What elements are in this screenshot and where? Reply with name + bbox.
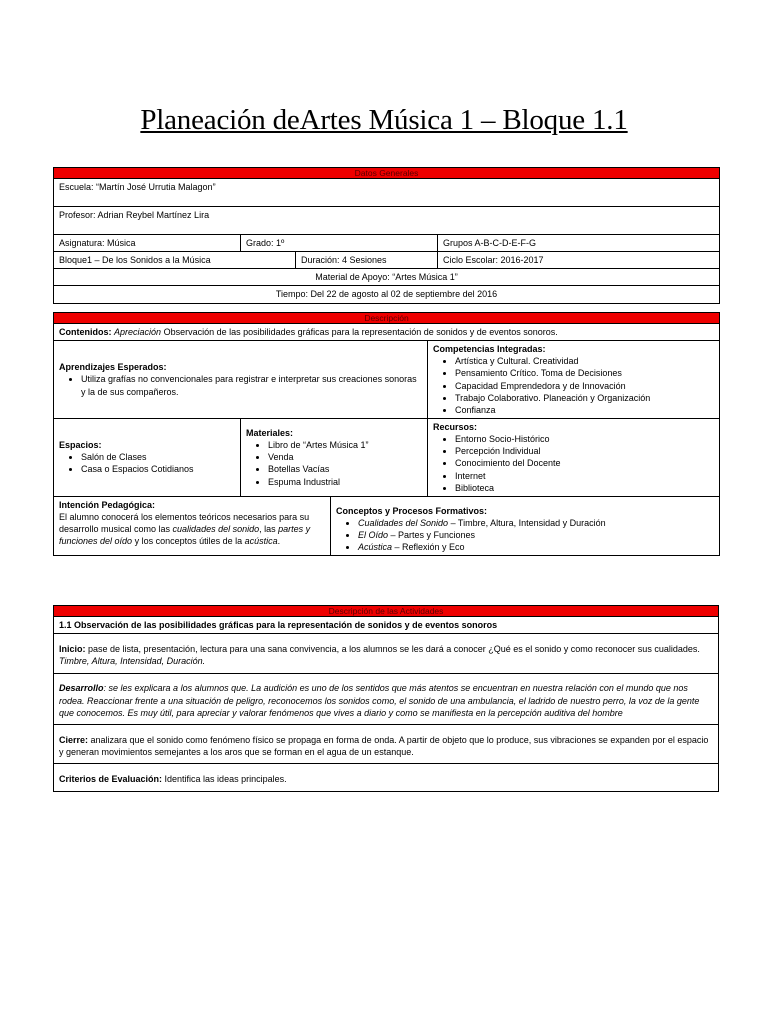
actividades-header: Descripción de las Actividades bbox=[54, 606, 719, 617]
descripcion-table bbox=[53, 312, 720, 556]
desarrollo-label: Desarrollo bbox=[59, 683, 104, 694]
intencion-part: . bbox=[277, 536, 281, 547]
inicio-text: pase de lista, presentación, lectura para una sana convivencia, a los alumnos se les dará a conocer ¿Qué es el sonido y como reconocer sus cualidades. bbox=[85, 644, 700, 655]
page-title: Planeación deArtes Música 1 – Bloque 1.1 bbox=[140, 104, 628, 136]
intencion-label: Intención Pedagógica: bbox=[59, 499, 156, 510]
desarrollo-cell bbox=[54, 674, 719, 724]
competencias-item: • Trabajo Colaborativo. Planeación y Organización bbox=[455, 392, 714, 404]
inicio-italic: Timbre, Altura, Intensidad, Duración. bbox=[59, 656, 206, 667]
espacios-item: • Casa o Espacios Cotidianos bbox=[81, 463, 235, 475]
actividades-subtitle: 1.1 Observación de las posibilidades gráficas para la representación de sonidos y de eventos sonoros bbox=[54, 617, 719, 634]
conceptos-item bbox=[358, 517, 714, 529]
intencion-part: y los conceptos útiles de la bbox=[132, 536, 245, 547]
contenidos-label: Contenidos: bbox=[59, 327, 112, 337]
cierre-cell bbox=[54, 724, 719, 763]
competencias-cell bbox=[428, 341, 720, 419]
competencias-label: Competencias Integradas: bbox=[433, 344, 546, 355]
ciclo-field: Ciclo Escolar: 2016-2017 bbox=[438, 252, 720, 269]
conceptos-term: El Oído bbox=[358, 530, 389, 541]
materiales-label: Materiales: bbox=[246, 428, 294, 439]
competencias-item: • Artística y Cultural. Creatividad bbox=[455, 355, 714, 367]
intencion-part: , las bbox=[259, 524, 279, 535]
recursos-item: • Entorno Socio-Histórico bbox=[455, 433, 714, 445]
material-field: Material de Apoyo: “Artes Música 1” bbox=[54, 269, 720, 286]
tiempo-field: Tiempo: Del 22 de agosto al 02 de septiembre del 2016 bbox=[54, 286, 720, 303]
aprendizajes-label: Aprendizajes Esperados: bbox=[59, 362, 167, 373]
conceptos-label: Conceptos y Procesos Formativos: bbox=[336, 505, 488, 516]
intencion-part: partes y funciones del oído bbox=[59, 524, 311, 547]
cierre-text: analizara que el sonido como fenómeno físico se propaga en forma de onda. A partir de objeto que lo produce, sus vibraciones se expanden por el espacio y generan movimientos semejantes a los aros que se forman en el agua de un estanque. bbox=[59, 734, 709, 757]
recursos-cell bbox=[428, 418, 720, 496]
aprendizajes-cell bbox=[54, 341, 428, 419]
intencion-text bbox=[59, 511, 314, 547]
bloque-field: Bloque1 – De los Sonidos a la Música bbox=[54, 252, 296, 269]
recursos-item: • Conocimiento del Docente bbox=[455, 457, 714, 469]
aprendizajes-item: • Utiliza grafías no convencionales para registrar e interpretar sus creaciones sonoras y la de sus compañeros. bbox=[81, 373, 422, 397]
conceptos-detail: – Timbre, Altura, Intensidad y Duración bbox=[448, 517, 606, 528]
asignatura-field: Asignatura: Música bbox=[54, 235, 241, 252]
desarrollo-text: : se les explicara a los alumnos que. La audición es uno de los sentidos que más atentos se encuentran en nuestra relación con el mundo que nos rodea. Reaccionar frente a una situación de peligro, reconocemos los sonidos como, el sonido de una ambulancia, el ladrido de nuestro perro, la voz de la gente que conocemos. Es muy útil, para apreciar y valorar fenómenos que vives a diario y como se manifiesta en la percepción auditiva del hombre bbox=[59, 683, 700, 718]
espacios-item: • Salón de Clases bbox=[81, 451, 235, 463]
materiales-item: • Espuma Industrial bbox=[268, 476, 422, 488]
intencion-cell bbox=[54, 496, 331, 556]
materiales-item: • Venda bbox=[268, 451, 422, 463]
intencion-part: cualidades del sonido bbox=[172, 524, 260, 535]
descripcion-header: Descripción bbox=[54, 313, 720, 324]
contenidos-row bbox=[54, 324, 720, 341]
conceptos-term: Acústica bbox=[358, 542, 393, 553]
recursos-item: • Biblioteca bbox=[455, 482, 714, 494]
profesor-field: Profesor: Adrian Reybel Martínez Lira bbox=[54, 207, 720, 235]
contenidos-text: Observación de las posibilidades gráficas para la representación de sonidos y de eventos sonoros. bbox=[163, 327, 558, 337]
escuela-field: Escuela: “Martín José Urrutia Malagon” bbox=[54, 179, 720, 207]
recursos-item: • Internet bbox=[455, 470, 714, 482]
contenidos-italic: Apreciación bbox=[114, 327, 162, 337]
competencias-item: • Pensamiento Crítico. Toma de Decisiones bbox=[455, 367, 714, 379]
actividades-table bbox=[53, 605, 719, 792]
grado-field: Grado: 1º bbox=[241, 235, 438, 252]
materiales-item: • Libro de “Artes Música 1” bbox=[268, 439, 422, 451]
intencion-part: El alumno conocerá los elementos teóricos necesarios para su desarrollo musical como las bbox=[59, 511, 310, 535]
materiales-cell bbox=[241, 418, 428, 496]
general-header: Datos Generales bbox=[54, 168, 720, 179]
grupos-field: Grupos A-B-C-D-E-F-G bbox=[438, 235, 720, 252]
cierre-label: Cierre: bbox=[59, 734, 89, 745]
intencion-part: acústica bbox=[244, 536, 278, 547]
conceptos-term: Cualidades del Sonido bbox=[358, 517, 449, 528]
conceptos-item bbox=[358, 541, 714, 553]
criterios-text: Identifica las ideas principales. bbox=[162, 774, 287, 785]
conceptos-detail: – Reflexión y Eco bbox=[392, 542, 465, 553]
conceptos-cell bbox=[331, 496, 720, 556]
competencias-item: • Capacidad Emprendedora y de Innovación bbox=[455, 380, 714, 392]
espacios-cell bbox=[54, 418, 241, 496]
conceptos-item bbox=[358, 529, 714, 541]
recursos-label: Recursos: bbox=[433, 421, 478, 432]
espacios-label: Espacios: bbox=[59, 440, 102, 451]
recursos-item: • Percepción Individual bbox=[455, 445, 714, 457]
inicio-label: Inicio: bbox=[59, 644, 86, 655]
materiales-item: • Botellas Vacías bbox=[268, 463, 422, 475]
duracion-field: Duración: 4 Sesiones bbox=[296, 252, 438, 269]
general-data-table bbox=[53, 167, 720, 304]
competencias-item: • Confianza bbox=[455, 404, 714, 416]
inicio-cell bbox=[54, 634, 719, 674]
conceptos-detail: – Partes y Funciones bbox=[388, 530, 476, 541]
criterios-label: Criterios de Evaluación: bbox=[59, 774, 163, 785]
criterios-cell bbox=[54, 764, 719, 792]
